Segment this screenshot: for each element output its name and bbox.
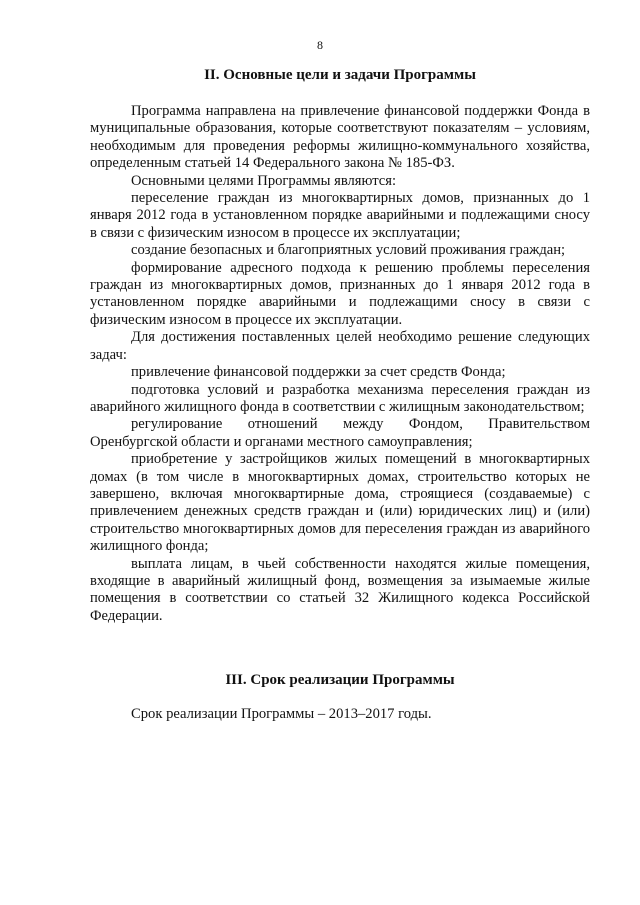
section-2-heading: II. Основные цели и задачи Программы <box>204 67 476 83</box>
paragraph: Для достижения поставленных целей необходимо решение следующих задач: <box>90 329 590 363</box>
section-3-text: Срок реализации Программы – 2013–2017 годы. <box>131 706 432 722</box>
paragraph: формирование адресного подхода к решению проблемы переселения граждан из многоквартирных домов, признанных до 1 января 2012 года в установленном порядке аварийными и подлежащими сносу в связи с физическим износом в процессе их эксплуатации. <box>90 259 590 328</box>
paragraph: Основными целями Программы являются: <box>131 172 397 189</box>
section-3-heading: III. Срок реализации Программы <box>225 672 455 688</box>
paragraph: приобретение у застройщиков жилых помещений в многоквартирных домах (в том числе в многоквартирных домах, строительство которых не завершено, включая многоквартирные дома, строящиеся (создаваемые) с привлечением денежных средств граждан и (или) юридических лиц) и (или) строительство многоквартирных домов для переселения граждан из аварийного жилищного фонда; <box>90 451 590 555</box>
paragraph: переселение граждан из многоквартирных домов, признанных до 1 января 2012 года в установленном порядке аварийными и подлежащими сносу в связи с физическим износом в процессе их эксплуатации; <box>90 190 590 241</box>
section-2-body <box>90 103 590 625</box>
paragraph: регулирование отношений между Фондом, Правительством Оренбургской области и органами местного самоуправления; <box>90 416 590 450</box>
paragraph: выплата лицам, в чьей собственности находятся жилые помещения, входящие в аварийный жилищный фонд, возмещения за изымаемые жилые помещения в соответствии со статьей 32 Жилищного кодекса Российской Федерации. <box>90 555 590 624</box>
paragraph: подготовка условий и разработка механизма переселения граждан из аварийного жилищного фонда в соответствии с жилищным законодательством; <box>90 381 590 415</box>
page-number: 8 <box>317 38 323 52</box>
paragraph: Программа направлена на привлечение финансовой поддержки Фонда в муниципальные образования, которые соответствуют показателям – условиям, необходимым для проведения реформы жилищно-коммунального хозяйства, определенным статьей 14 Федерального закона № 185-ФЗ. <box>90 103 590 172</box>
paragraph: создание безопасных и благоприятных условий проживания граждан; <box>131 242 566 259</box>
paragraph: привлечение финансовой поддержки за счет средств Фонда; <box>131 364 506 381</box>
